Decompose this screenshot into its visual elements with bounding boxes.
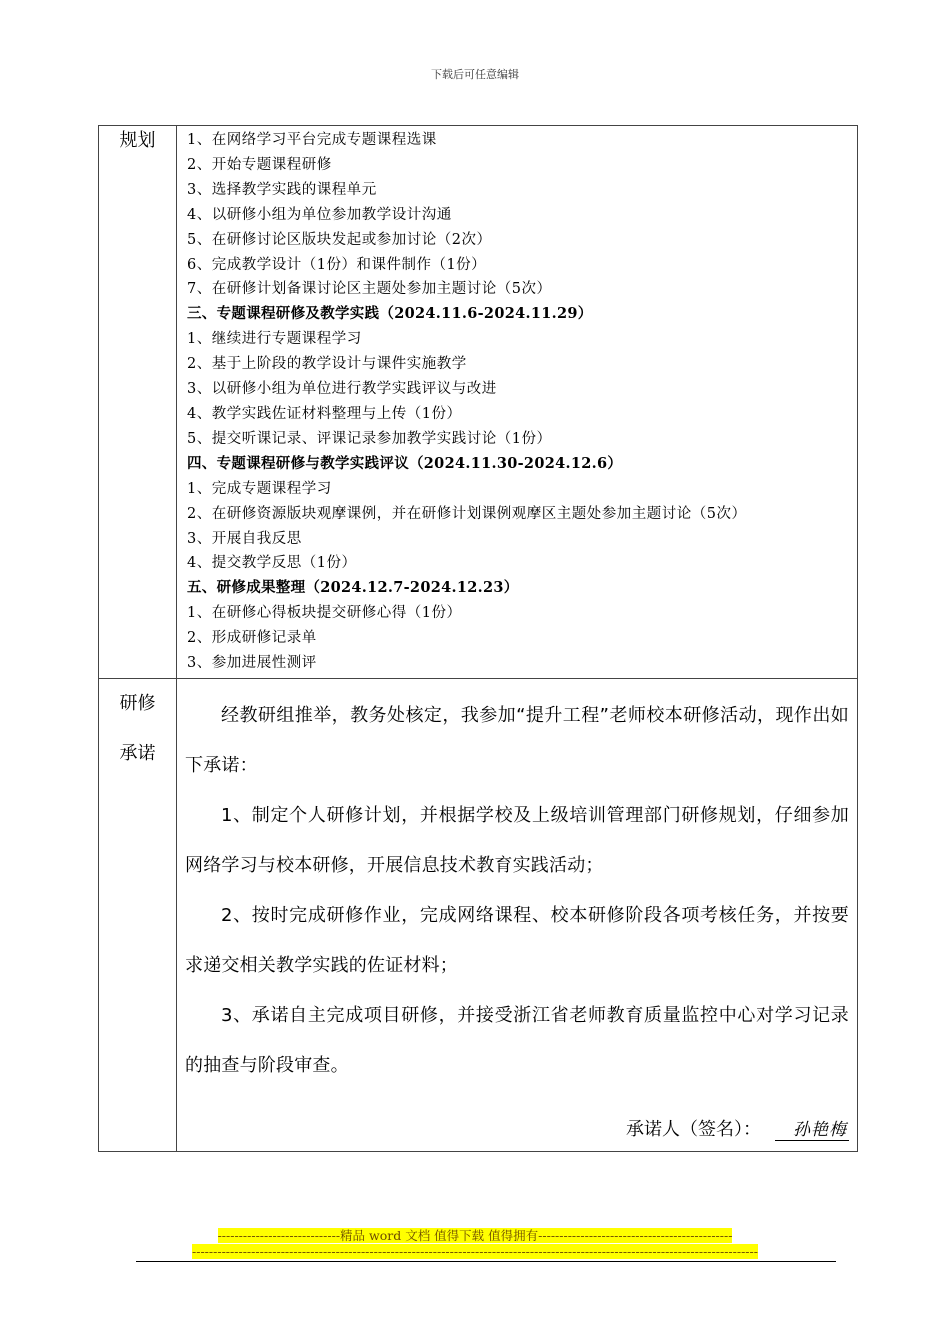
commitment-paragraph: 1、制定个人研修计划，并根据学校及上级培训管理部门研修规划，仔细参加网络学习与校本研修，开展信息技术教育实践活动； xyxy=(185,804,849,876)
header-note: 下载后可任意编辑 xyxy=(431,68,519,81)
plan-item: 4、以研修小组为单位参加教学设计沟通 xyxy=(187,206,452,223)
plan-item: 2、基于上阶段的教学设计与课件实施教学 xyxy=(187,356,467,373)
footer-rule xyxy=(136,1261,836,1262)
plan-item: 1、在网络学习平台完成专题课程选课 xyxy=(187,132,437,148)
commitment-content-cell xyxy=(177,678,858,1151)
signature-label: 承诺人（签名）： xyxy=(626,1118,761,1140)
plan-content-cell xyxy=(177,126,858,679)
plan-item: 5、提交听课记录、评课记录参加教学实践讨论（1份） xyxy=(187,430,552,447)
plan-item: 6、完成教学设计（1份）和课件制作（1份） xyxy=(187,256,487,273)
commitment-paragraph: 2、按时完成研修作业，完成网络课程、校本研修阶段各项考核任务，并按要求递交相关教学实践的佐证材料； xyxy=(185,904,849,976)
commitment-label-line1: 研修 xyxy=(119,692,156,714)
footer-banner-line1 xyxy=(0,1228,950,1243)
commitment-label-line2: 承诺 xyxy=(119,742,156,764)
footer-banner-text: -----------------------------精品 word 文档 值得下载 值得拥有---------------------------------------------- xyxy=(217,1228,733,1243)
plan-item: 3、参加进展性测评 xyxy=(187,655,317,672)
plan-item: 4、教学实践佐证材料整理与上传（1份） xyxy=(187,405,462,422)
signature-name: 孙艳梅 xyxy=(775,1115,849,1141)
plan-item: 1、继续进行专题课程学习 xyxy=(187,331,362,348)
commitment-paragraph: 3、承诺自主完成项目研修，并接受浙江省老师教育质量监控中心对学习记录的抽查与阶段审查。 xyxy=(185,1004,849,1076)
signature-row xyxy=(626,1115,849,1141)
plan-item: 2、形成研修记录单 xyxy=(187,630,317,647)
footer-banner-line2 xyxy=(0,1244,950,1259)
plan-label-cell xyxy=(99,126,177,679)
plan-item: 2、开始专题课程研修 xyxy=(187,156,332,173)
commitment-row xyxy=(99,678,858,1151)
commitment-body xyxy=(177,679,857,1151)
plan-section-heading: 五、研修成果整理（2024.12.7-2024.12.23） xyxy=(187,579,519,597)
commitment-label-cell xyxy=(99,678,177,1151)
plan-item: 3、开展自我反思 xyxy=(187,530,302,547)
plan-section-heading: 三、专题课程研修及教学实践（2024.11.6-2024.11.29） xyxy=(187,305,593,323)
plan-label: 规划 xyxy=(119,130,156,151)
plan-item: 5、在研修讨论区版块发起或参加讨论（2次） xyxy=(187,231,492,248)
plan-item: 1、在研修心得板块提交研修心得（1份） xyxy=(187,605,462,622)
plan-list xyxy=(177,126,857,678)
plan-row xyxy=(99,126,858,679)
plan-item: 7、在研修计划备课讨论区主题处参加主题讨论（5次） xyxy=(187,281,552,298)
plan-item: 3、选择教学实践的课程单元 xyxy=(187,181,377,198)
plan-table xyxy=(98,125,858,1152)
plan-section-heading: 四、专题课程研修与教学实践评议（2024.11.30-2024.12.6） xyxy=(187,454,623,472)
commitment-paragraph: 经教研组推举，教务处核定，我参加“提升工程”老师校本研修活动，现作出如下承诺： xyxy=(185,704,849,776)
plan-item: 4、提交教学反思（1份） xyxy=(187,555,357,572)
plan-item: 1、完成专题课程学习 xyxy=(187,480,332,497)
plan-item: 2、在研修资源版块观摩课例，并在研修计划课例观摩区主题处参加主题讨论（5次） xyxy=(187,505,747,522)
footer-banner-dashes: -------------------------------------------------------------------------------------------------------------------------------------- xyxy=(192,1244,758,1259)
plan-item: 3、以研修小组为单位进行教学实践评议与改进 xyxy=(187,381,497,398)
